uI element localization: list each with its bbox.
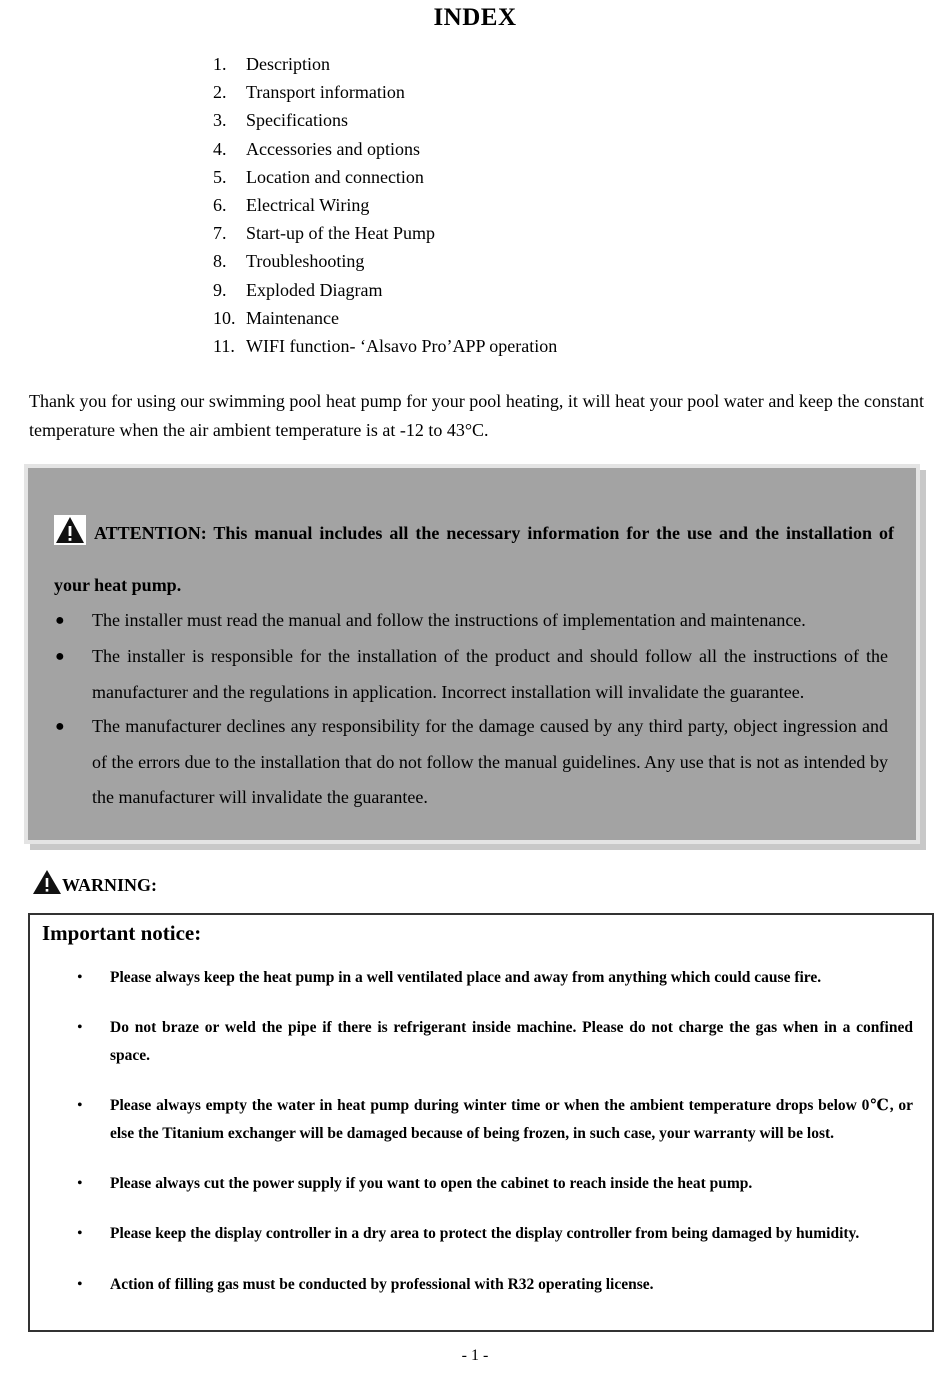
bullet-icon: • (77, 1097, 83, 1114)
toc-item: 3. Specifications (213, 110, 348, 131)
warning-triangle-icon (54, 515, 86, 562)
toc-item: 5. Location and connection (213, 166, 424, 187)
toc-item: 4. Accessories and options (213, 138, 420, 159)
notice-item: • Do not braze or weld the pipe if there is refrigerant inside machine. Please do not charge the gas when in a confined space. (110, 1014, 913, 1070)
bullet-icon: ● (55, 612, 65, 629)
page-number: - 1 - (461, 1347, 489, 1364)
attention-bullet: ● The manufacturer declines any responsibility for the damage caused by any third party, object ingression and of the errors due to the installation that do not follow the manual guidelines. Any use that is not as intended by the manufacturer will invalidate the guarantee. (92, 709, 888, 816)
warning-triangle-icon (32, 869, 62, 895)
toc-item: 10. Maintenance (213, 307, 339, 328)
notice-item: • Action of filling gas must be conducted by professional with R32 operating license. (110, 1271, 913, 1299)
notice-item: • Please keep the display controller in a dry area to protect the display controller from being damaged by humidity. (110, 1220, 913, 1248)
bullet-icon: • (77, 1175, 83, 1192)
notice-title: Important notice: (42, 921, 202, 945)
toc-item: 11. WIFI function- ‘Alsavo Pro’APP operation (213, 335, 558, 356)
notice-item: • Please always cut the power supply if you want to open the cabinet to reach inside the heat pump. (110, 1170, 913, 1198)
attention-bullet: ● The installer must read the manual and follow the instructions of implementation and maintenance. (92, 603, 888, 639)
toc-item: 8. Troubleshooting (213, 251, 365, 272)
bullet-icon: • (77, 969, 83, 986)
table-of-contents (213, 50, 557, 360)
intro-paragraph: Thank you for using our swimming pool heat pump for your pool heating, it will heat your pool water and keep the constant temperature when the air ambient temperature is at -12 to 43°C. (29, 391, 924, 440)
toc-item: 1. Description (213, 54, 330, 74)
bullet-icon: • (77, 1276, 83, 1293)
toc-item: 9. Exploded Diagram (213, 279, 383, 300)
page-title: INDEX (433, 4, 517, 31)
toc-item: 2. Transport information (213, 82, 405, 103)
attention-bullet: ● The installer is responsible for the installation of the product and should follow all the instructions of the manufacturer and the regulations in application. Incorrect installation will invalidate the guarantee. (92, 639, 888, 710)
attention-heading: ATTENTION: This manual includes all the necessary information for the use and the installation of your heat pump. (54, 510, 894, 608)
bullet-icon: ● (55, 648, 65, 665)
warning-label: WARNING: (32, 869, 157, 896)
bullet-icon: • (77, 1225, 83, 1242)
bullet-icon: ● (55, 718, 65, 735)
toc-item: 7. Start-up of the Heat Pump (213, 223, 435, 244)
notice-item: • Please always keep the heat pump in a well ventilated place and away from anything which could cause fire. (110, 964, 913, 992)
toc-item: 6. Electrical Wiring (213, 194, 370, 215)
bullet-icon: • (77, 1019, 83, 1036)
notice-item: • Please always empty the water in heat pump during winter time or when the ambient temperature drops below 0℃, or else the Titanium exchanger will be damaged because of being frozen, in such case, your warranty will be lost. (110, 1092, 913, 1148)
